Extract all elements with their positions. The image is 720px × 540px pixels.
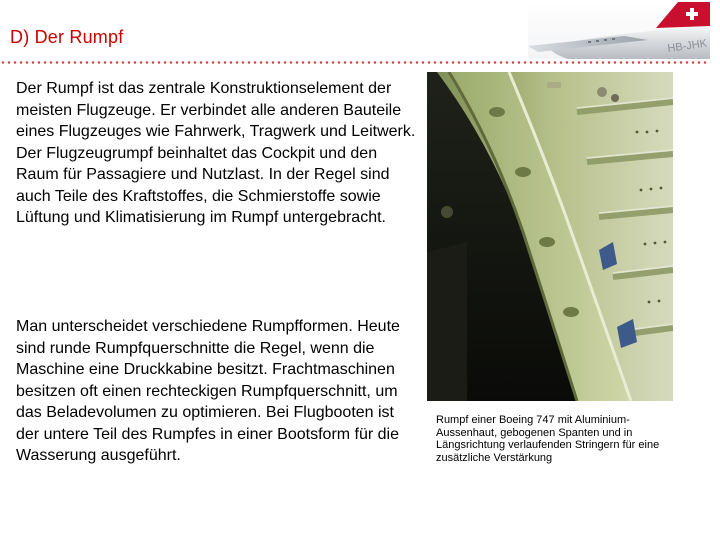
dotted-divider <box>0 61 710 64</box>
aircraft-registration: HB-JHK <box>666 37 708 55</box>
photo-caption: Rumpf einer Boeing 747 mit Aluminium-Aussenhaut, gebogenen Spanten und in Längsrichtung verlaufenden Stringern für eine zusätzliche Verstärkung <box>436 414 660 464</box>
paragraph-intro: Der Rumpf ist das zentrale Konstruktionselement der meisten Flugzeuge. Er verbindet alle anderen Bauteile eines Flugzeuges wie Fahrwerk, Tragwerk und Leitwerk. Der Flugzeugrumpf beinhaltet das Cockpit und den Raum für Passagiere und Nutzlast. In der Regel sind auch Teile des Kraftstoffes, die Schmierstoffe sowie Lüftung und Klimatisierung im Rumpf untergebracht. <box>16 80 416 226</box>
paragraph-shapes: Man unterscheidet verschiedene Rumpfformen. Heute sind runde Rumpfquerschnitte die Regel, wenn die Maschine eine Druckkabine besitzt. Frachtmaschinen besitzen oft einen rechteckigen Rumpfquerschnitt, um das Beladevolumen zu optimieren. Bei Flugbooten ist der untere Teil des Rumpfes in einer Bootsform für die Wasserung ausgeführt. <box>16 318 400 464</box>
fuselage-structure-photo <box>427 72 673 401</box>
aircraft-tail-graphic <box>528 2 710 59</box>
fuselage-photo-graphic <box>427 72 673 401</box>
aircraft-tail-image <box>528 2 710 59</box>
slide-title: D) Der Rumpf <box>10 27 124 47</box>
